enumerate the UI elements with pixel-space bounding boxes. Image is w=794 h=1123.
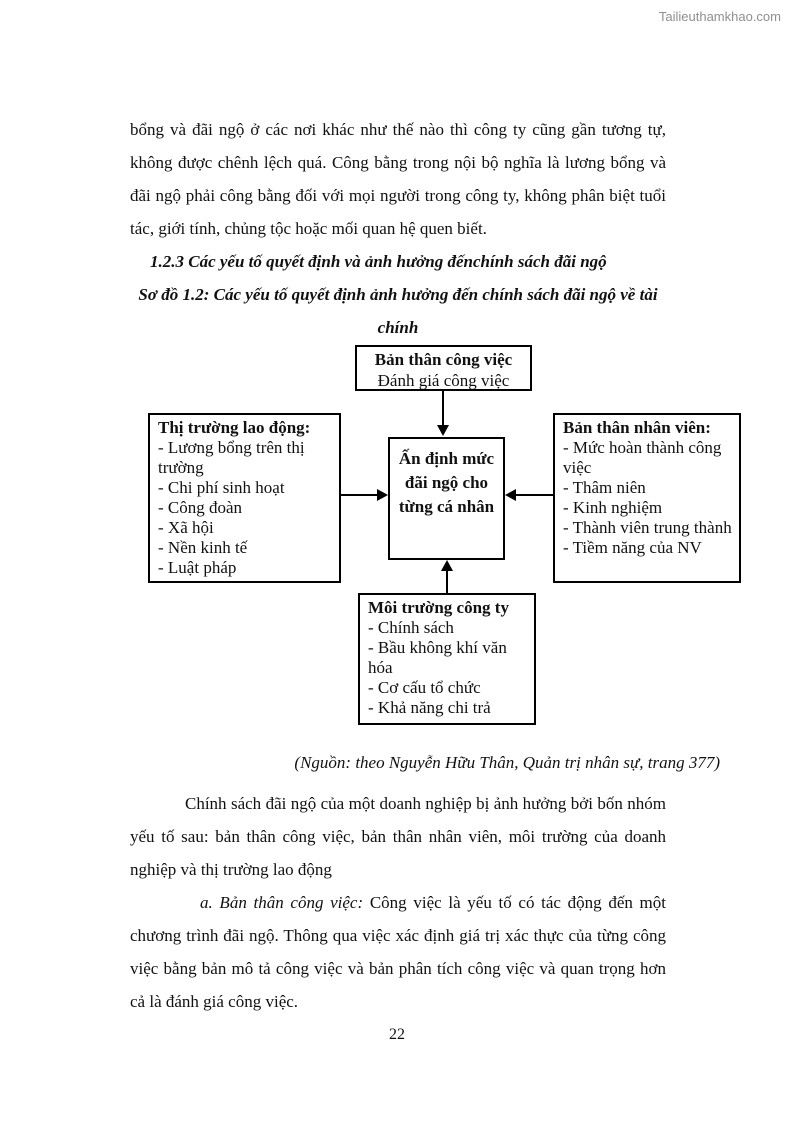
arrow-down-icon	[437, 425, 449, 436]
box-item: - Chi phí sinh hoạt	[158, 478, 285, 497]
diagram-box-ban-than-cong-viec	[355, 345, 532, 391]
diagram-box-ban-than-nhan-vien	[553, 413, 741, 583]
box-title: Bản thân công việc	[374, 350, 513, 369]
arrow-up-icon	[441, 560, 453, 571]
box-title: Môi trường công ty	[368, 598, 509, 617]
watermark: Tailieuthamkhao.com	[658, 9, 781, 24]
arrow-top-to-center-line	[442, 390, 444, 426]
box-item: - Kinh nghiệm	[563, 498, 663, 517]
box-item: - Cơ cấu tổ chức	[368, 678, 481, 697]
arrow-left-to-center-line	[341, 494, 377, 496]
source-note: (Nguồn: theo Nguyễn Hữu Thân, Quản trị nhân sự, trang 377)	[294, 753, 720, 772]
diagram-box-an-dinh-muc-dai-ngo	[388, 437, 505, 560]
box-title: Thị trường lao động:	[158, 418, 311, 437]
box-title: Ấn định mức đãi ngộ cho từng cá nhân	[398, 449, 495, 516]
paragraph-a	[130, 886, 666, 1018]
factors-diagram	[0, 344, 794, 736]
section-heading: 1.2.3 Các yếu tố quyết định và ảnh hưởng đếnchính sách đãi ngộ	[150, 252, 607, 271]
box-item: - Nền kinh tế	[158, 538, 248, 557]
box-item: - Công đoàn	[158, 498, 243, 517]
box-item: - Tiềm năng của NV	[563, 538, 702, 557]
diagram-box-moi-truong-cong-ty	[358, 593, 536, 725]
box-item: - Thâm niên	[563, 478, 646, 497]
box-subtitle: Đánh giá công việc	[377, 371, 510, 390]
arrow-right-icon	[377, 489, 388, 501]
paragraph-a-body: Công việc là yếu tố có tác động đến một chương trình đãi ngộ. Thông qua việc xác định giá trị xác thực của từng công việc bằng bản mô tả công việc và bản phân tích công việc và quan trọng hơn cả là đánh giá công việc.	[130, 893, 666, 1011]
box-item: - Luật pháp	[158, 558, 237, 577]
paragraph-intro: bổng và đãi ngộ ở các nơi khác như thế nào thì công ty cũng gần tương tự, không được chênh lệch quá. Công bằng trong nội bộ nghĩa là lương bổng và đãi ngộ phải công bằng đối với mọi người trong công ty, không phân biệt tuổi tác, giới tính, chủng tộc hoặc mối quan hệ quen biết.	[130, 120, 666, 238]
arrow-bottom-to-center-line	[446, 571, 448, 593]
page-number: 22	[389, 1026, 405, 1043]
paragraph-summary: Chính sách đãi ngộ của một doanh nghiệp bị ảnh hưởng bởi bốn nhóm yếu tố sau: bản thân công việc, bản thân nhân viên, môi trường của doanh nghiệp và thị trường lao động	[130, 794, 666, 879]
box-item: - Khả năng chi trả	[368, 698, 491, 717]
diagram-title: Sơ đồ 1.2: Các yếu tố quyết định ảnh hưởng đến chính sách đãi ngộ về tài chính	[138, 285, 658, 337]
box-item: - Bầu không khí văn hóa	[368, 638, 507, 677]
box-item: - Thành viên trung thành	[563, 518, 732, 537]
box-item: - Lương bổng trên thị trường	[158, 438, 305, 477]
diagram-box-thi-truong-lao-dong	[148, 413, 341, 583]
arrow-right-to-center-line	[516, 494, 553, 496]
box-item: - Xã hội	[158, 518, 214, 537]
paragraph-a-lead: a. Bản thân công việc:	[200, 893, 364, 912]
box-item: - Chính sách	[368, 618, 454, 637]
box-title: Bản thân nhân viên:	[563, 418, 711, 437]
arrow-left-icon	[505, 489, 516, 501]
box-item: - Mức hoàn thành công việc	[563, 438, 722, 477]
